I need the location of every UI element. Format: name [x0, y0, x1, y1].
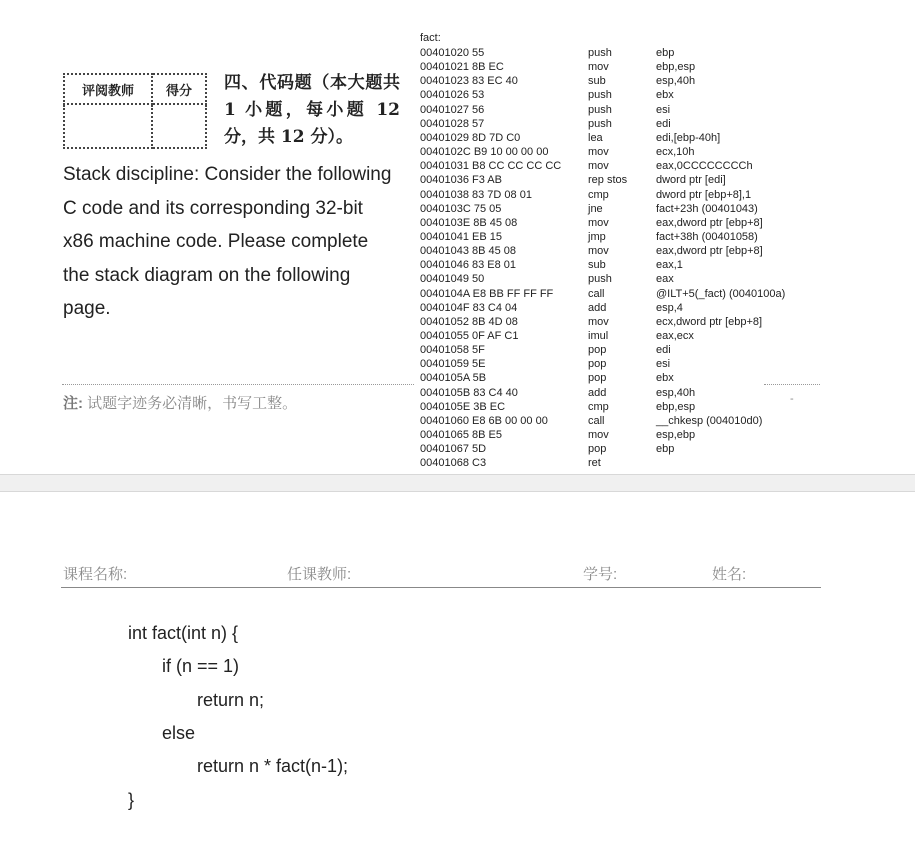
asm-operands: edi,[ebp-40h]	[656, 131, 721, 144]
student-name-label: 姓名:	[712, 566, 747, 583]
asm-mnemonic: lea	[588, 131, 603, 144]
asm-address: 0040105A 5B	[420, 372, 487, 385]
asm-mnemonic: jne	[588, 202, 603, 215]
asm-operands: ecx,dword ptr [ebp+8]	[656, 315, 763, 328]
note-text: 试题字迹务必清晰，书写工整。	[87, 395, 298, 412]
code-line: int fact(int n) {	[128, 623, 239, 643]
asm-mnemonic: push	[588, 89, 612, 102]
asm-mnemonic: imul	[588, 330, 609, 342]
asm-address: 00401058 5F	[420, 344, 485, 357]
asm-operands: ebp,esp	[656, 400, 696, 413]
asm-mnemonic: call	[588, 287, 605, 300]
asm-operands: ebp	[656, 47, 675, 59]
asm-address: 00401049 50	[420, 273, 485, 286]
intro-line: the stack diagram on the following	[63, 264, 351, 286]
asm-operands: eax,1	[656, 259, 683, 272]
asm-operands: ebp	[656, 443, 675, 456]
intro-line: page.	[63, 298, 111, 319]
asm-address: 00401028 57	[420, 117, 485, 130]
asm-address: 00401043 8B 45 08	[420, 245, 517, 258]
asm-address: 00401046 83 E8 01	[420, 259, 517, 272]
code-line: else	[162, 723, 196, 743]
footer-divider-right	[764, 384, 820, 385]
code-line: }	[128, 790, 135, 810]
asm-mnemonic: mov	[588, 61, 609, 74]
asm-mnemonic: sub	[588, 259, 606, 272]
asm-operands: __chkesp (004010d0)	[656, 414, 763, 427]
asm-mnemonic: jmp	[588, 230, 606, 243]
footer-note	[63, 392, 297, 413]
asm-address: 00401038 83 7D 08 01	[420, 188, 532, 201]
asm-address: 00401067 5D	[420, 443, 487, 456]
asm-address: 00401036 F3 AB	[420, 174, 502, 187]
asm-address: 0040103E 8B 45 08	[420, 216, 518, 229]
student-id-label: 学号:	[583, 566, 618, 583]
asm-address: 00401020 55	[420, 47, 485, 59]
asm-address: 0040105E 3B EC	[420, 400, 506, 413]
intro-line: Stack discipline: Consider the following	[63, 164, 392, 185]
asm-mnemonic: rep stos	[588, 174, 628, 187]
asm-operands: dword ptr [edi]	[656, 174, 726, 187]
asm-operands: esp,40h	[656, 75, 696, 88]
asm-operands: eax,dword ptr [ebp+8]	[656, 216, 763, 229]
header-rule	[61, 587, 821, 588]
code-line: return n * fact(n-1);	[197, 756, 349, 776]
asm-address: 00401052 8B 4D 08	[420, 315, 518, 328]
asm-operands: esp,ebp	[656, 429, 696, 442]
asm-operands: esi	[656, 103, 671, 116]
footer-divider-left	[62, 384, 414, 385]
asm-mnemonic: call	[588, 414, 605, 427]
asm-mnemonic: sub	[588, 75, 606, 88]
asm-operands: dword ptr [ebp+8],1	[656, 188, 752, 201]
asm-address: 00401060 E8 6B 00 00 00	[420, 414, 548, 427]
asm-address: 0040105B 83 C4 40	[420, 386, 518, 399]
asm-address: 00401027 56	[420, 103, 485, 116]
code-line: return n;	[197, 690, 265, 710]
asm-address: 00401026 53	[420, 89, 485, 102]
asm-mnemonic: pop	[588, 372, 607, 385]
asm-operands: esi	[656, 358, 671, 371]
note-label: 注:	[63, 395, 83, 412]
score-cell[interactable]	[152, 104, 206, 148]
asm-operands: edi	[656, 344, 671, 357]
intro-line: x86 machine code. Please complete	[63, 231, 369, 252]
asm-operands: fact+38h (00401058)	[656, 230, 758, 243]
teacher-label: 任课教师:	[287, 566, 352, 583]
asm-operands: esp,4	[656, 301, 683, 314]
asm-address: 00401023 83 EC 40	[420, 75, 518, 88]
asm-address: 0040103C 75 05	[420, 202, 502, 215]
asm-operands: ebx	[656, 89, 674, 102]
asm-operands: eax,0CCCCCCCCh	[656, 160, 753, 173]
asm-mnemonic: pop	[588, 358, 607, 371]
asm-mnemonic: cmp	[588, 400, 609, 413]
asm-mnemonic: mov	[588, 146, 609, 159]
asm-address: 00401041 EB 15	[420, 230, 502, 243]
asm-mnemonic: mov	[588, 216, 609, 229]
dash-mark: -	[790, 393, 794, 405]
asm-operands: eax,dword ptr [ebp+8]	[656, 245, 763, 258]
asm-mnemonic: pop	[588, 344, 607, 357]
asm-address: 00401021 8B EC	[420, 61, 504, 74]
score-table	[63, 73, 207, 149]
asm-operands: ecx,10h	[656, 146, 695, 159]
asm-mnemonic: add	[588, 386, 607, 399]
asm-operands: ebx	[656, 372, 674, 385]
asm-address: 00401059 5E	[420, 358, 486, 371]
asm-address: 0040102C B9 10 00 00 00	[420, 146, 549, 159]
score-header: 得分	[152, 74, 206, 104]
asm-mnemonic: pop	[588, 443, 607, 456]
asm-address: 00401068 C3	[420, 457, 487, 470]
asm-mnemonic: mov	[588, 429, 609, 442]
asm-mnemonic: push	[588, 103, 612, 116]
asm-mnemonic: push	[588, 47, 612, 59]
asm-address: 0040104F 83 C4 04	[420, 301, 518, 314]
asm-address: 00401031 B8 CC CC CC CC	[420, 160, 562, 173]
question-intro	[63, 158, 393, 326]
intro-line: C code and its corresponding 32-bit	[63, 197, 363, 219]
asm-mnemonic: mov	[588, 315, 609, 328]
asm-address: 00401055 0F AF C1	[420, 330, 519, 342]
asm-address: 00401029 8D 7D C0	[420, 131, 521, 144]
asm-operands: eax,ecx	[656, 330, 694, 342]
asm-address: 0040104A E8 BB FF FF FF	[420, 287, 554, 300]
asm-operands: esp,40h	[656, 386, 696, 399]
code-line: if (n == 1)	[162, 656, 240, 676]
asm-mnemonic: mov	[588, 160, 609, 173]
asm-operands: fact+23h (00401043)	[656, 202, 758, 215]
asm-mnemonic: push	[588, 117, 612, 130]
course-name-label: 课程名称:	[63, 566, 128, 583]
asm-mnemonic: push	[588, 273, 612, 286]
grader-cell[interactable]	[64, 104, 152, 148]
page-break	[0, 474, 915, 492]
asm-address: 00401065 8B E5	[420, 429, 502, 442]
asm-operands: edi	[656, 117, 671, 130]
asm-function-label: fact:	[420, 32, 441, 44]
section-title: 四、代码题（本大题共 1 小题，每小题 12 分，共 12 分）。	[224, 73, 400, 147]
asm-operands: @ILT+5(_fact) (0040100a)	[656, 287, 786, 300]
asm-mnemonic: ret	[588, 457, 601, 470]
asm-operands: eax	[656, 273, 674, 286]
asm-mnemonic: cmp	[588, 188, 609, 201]
grader-header: 评阅教师	[64, 74, 152, 104]
asm-mnemonic: mov	[588, 245, 609, 258]
asm-mnemonic: add	[588, 301, 607, 314]
asm-operands: ebp,esp	[656, 61, 696, 74]
